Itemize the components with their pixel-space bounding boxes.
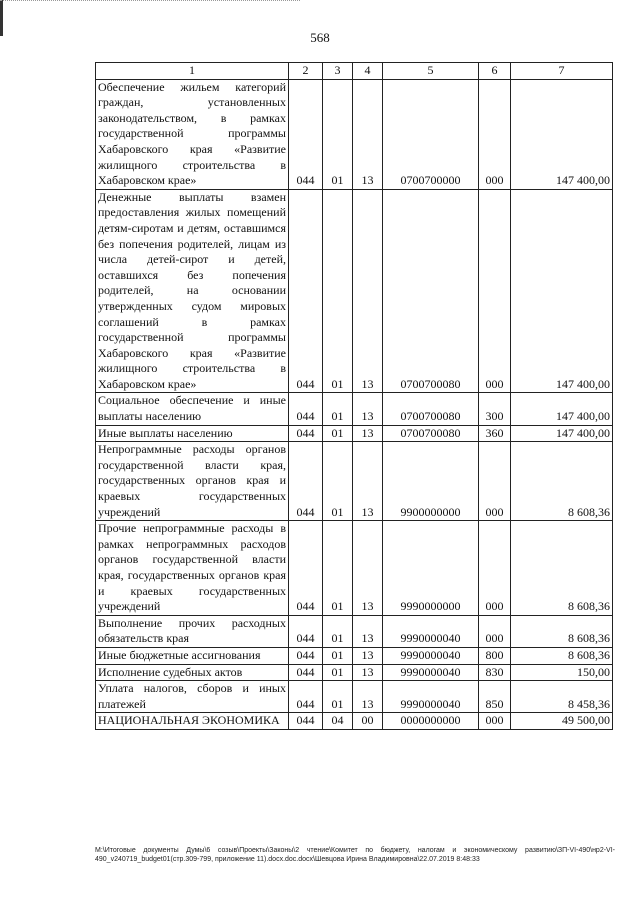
table-row [96, 664, 613, 681]
target-article: 0700700000 [383, 79, 479, 189]
table-row [96, 189, 613, 393]
expense-type: 000 [479, 189, 511, 393]
ministry-code: 044 [289, 664, 323, 681]
ministry-code: 044 [289, 521, 323, 616]
section-code: 01 [323, 79, 353, 189]
row-name: Уплата налогов, сборов и иных платежей [96, 681, 289, 713]
table-row [96, 393, 613, 425]
scan-top-line [0, 0, 300, 5]
subsection-code: 13 [353, 521, 383, 616]
target-article: 9990000040 [383, 681, 479, 713]
amount: 49 500,00 [511, 713, 613, 730]
expense-type: 850 [479, 681, 511, 713]
ministry-code: 044 [289, 442, 323, 521]
section-code: 01 [323, 615, 353, 647]
table-row [96, 79, 613, 189]
target-article: 9990000000 [383, 521, 479, 616]
row-name: Иные выплаты населению [96, 425, 289, 442]
expense-type: 300 [479, 393, 511, 425]
ministry-code: 044 [289, 713, 323, 730]
section-code: 01 [323, 647, 353, 664]
column-header: 5 [383, 63, 479, 80]
amount: 147 400,00 [511, 393, 613, 425]
amount: 8 608,36 [511, 647, 613, 664]
ministry-code: 044 [289, 425, 323, 442]
amount: 147 400,00 [511, 79, 613, 189]
row-name: Социальное обеспечение и иные выплаты населению [96, 393, 289, 425]
page-number: 568 [310, 30, 330, 45]
ministry-code: 044 [289, 189, 323, 393]
subsection-code: 13 [353, 189, 383, 393]
section-code: 01 [323, 681, 353, 713]
section-code: 01 [323, 664, 353, 681]
section-code: 04 [323, 713, 353, 730]
subsection-code: 13 [353, 615, 383, 647]
amount: 147 400,00 [511, 425, 613, 442]
expense-type: 000 [479, 79, 511, 189]
table-row [96, 713, 613, 730]
row-name: Непрограммные расходы органов государственной власти края, государственных органов края и краевых государственных учреждений [96, 442, 289, 521]
target-article: 0700700080 [383, 393, 479, 425]
row-name: Прочие непрограммные расходы в рамках непрограммных расходов органов государственной власти края, государственных органов края и краевых государственных учреждений [96, 521, 289, 616]
target-article: 0700700080 [383, 189, 479, 393]
row-name: Обеспечение жильем категорий граждан, установленных законодательством, в рамках государственной программы Хабаровского края «Развитие жилищного строительства в Хабаровском крае» [96, 79, 289, 189]
table-row [96, 425, 613, 442]
column-header: 1 [96, 63, 289, 80]
target-article: 9900000000 [383, 442, 479, 521]
amount: 8 458,36 [511, 681, 613, 713]
amount: 8 608,36 [511, 521, 613, 616]
expense-type: 000 [479, 521, 511, 616]
subsection-code: 13 [353, 681, 383, 713]
column-header: 6 [479, 63, 511, 80]
target-article: 9990000040 [383, 647, 479, 664]
column-header: 7 [511, 63, 613, 80]
table-row [96, 442, 613, 521]
section-code: 01 [323, 393, 353, 425]
target-article: 0700700080 [383, 425, 479, 442]
row-name: Денежные выплаты взамен предоставления жилых помещений детям-сиротам и детям, оставшимся без попечения родителей, лицам из числа детей-сирот и детей, оставшихся без попечения родителей, на основании утвержденных судом мировых соглашений в рамках государственной программы Хабаровского края «Развитие жилищного строительства в Хабаровском крае» [96, 189, 289, 393]
table-row [96, 521, 613, 616]
file-path-footer: M:\Итоговые документы Думы\6 созыв\Проекты\Законы\2 чтение\Комитет по бюджету, налогам и экономическому развитию\ЗП-VI-490\нр2-VI-490_v240719_budget01(стр.309-799, приложение 11).docx.doc.docx\Шевцова Ирина Владимировна\22.07.2019 8:48:33 [95, 847, 615, 863]
table-row [96, 681, 613, 713]
target-article: 0000000000 [383, 713, 479, 730]
subsection-code: 13 [353, 79, 383, 189]
column-header: 2 [289, 63, 323, 80]
amount: 150,00 [511, 664, 613, 681]
amount: 147 400,00 [511, 189, 613, 393]
subsection-code: 13 [353, 425, 383, 442]
subsection-code: 13 [353, 442, 383, 521]
section-code: 01 [323, 442, 353, 521]
row-name: Выполнение прочих расходных обязательств края [96, 615, 289, 647]
target-article: 9990000040 [383, 664, 479, 681]
ministry-code: 044 [289, 79, 323, 189]
expense-type: 000 [479, 615, 511, 647]
section-code: 01 [323, 425, 353, 442]
row-name: НАЦИОНАЛЬНАЯ ЭКОНОМИКА [96, 713, 289, 730]
ministry-code: 044 [289, 615, 323, 647]
ministry-code: 044 [289, 681, 323, 713]
subsection-code: 13 [353, 393, 383, 425]
subsection-code: 13 [353, 664, 383, 681]
amount: 8 608,36 [511, 442, 613, 521]
amount: 8 608,36 [511, 615, 613, 647]
table-row [96, 647, 613, 664]
column-header: 4 [353, 63, 383, 80]
ministry-code: 044 [289, 393, 323, 425]
subsection-code: 13 [353, 647, 383, 664]
ministry-code: 044 [289, 647, 323, 664]
row-name: Иные бюджетные ассигнования [96, 647, 289, 664]
table-row [96, 615, 613, 647]
target-article: 9990000040 [383, 615, 479, 647]
row-name: Исполнение судебных актов [96, 664, 289, 681]
expense-type: 000 [479, 442, 511, 521]
subsection-code: 00 [353, 713, 383, 730]
expense-type: 360 [479, 425, 511, 442]
section-code: 01 [323, 521, 353, 616]
section-code: 01 [323, 189, 353, 393]
column-header: 3 [323, 63, 353, 80]
header-row [96, 63, 613, 80]
expense-type: 830 [479, 664, 511, 681]
expense-type: 000 [479, 713, 511, 730]
expense-type: 800 [479, 647, 511, 664]
budget-table [95, 62, 613, 730]
